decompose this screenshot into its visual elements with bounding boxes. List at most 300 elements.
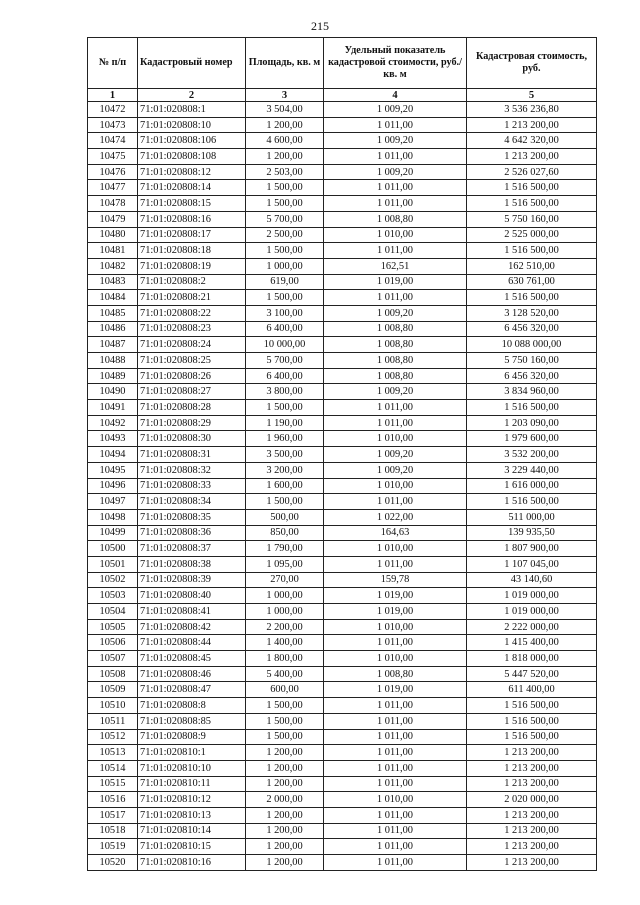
- cell-cadastral-cost: 3 834 960,00: [467, 384, 597, 400]
- cell-specific-value: 1 011,00: [324, 180, 467, 196]
- cadastral-value-table: [87, 37, 597, 871]
- cell-cadastral-number: 71:01:020808:40: [138, 588, 246, 604]
- table-row: [88, 604, 597, 620]
- cell-row-number: 10472: [88, 102, 138, 118]
- cell-specific-value: 1 008,80: [324, 368, 467, 384]
- cell-area: 1 500,00: [246, 180, 324, 196]
- cell-cadastral-cost: 1 213 200,00: [467, 839, 597, 855]
- cell-row-number: 10508: [88, 666, 138, 682]
- cell-row-number: 10481: [88, 243, 138, 259]
- cell-row-number: 10479: [88, 211, 138, 227]
- table-row: [88, 368, 597, 384]
- cell-specific-value: 1 010,00: [324, 651, 467, 667]
- cell-area: 5 400,00: [246, 666, 324, 682]
- cell-area: 1 960,00: [246, 431, 324, 447]
- cell-specific-value: 1 008,80: [324, 666, 467, 682]
- table-row: [88, 258, 597, 274]
- header-row-number: № п/п: [88, 38, 138, 89]
- cell-area: 1 000,00: [246, 258, 324, 274]
- table-row: [88, 494, 597, 510]
- table-row: [88, 588, 597, 604]
- cell-cadastral-cost: 1 203 090,00: [467, 415, 597, 431]
- table-row: [88, 572, 597, 588]
- cell-specific-value: 1 011,00: [324, 807, 467, 823]
- cell-area: 2 500,00: [246, 227, 324, 243]
- cell-cadastral-cost: 1 019 000,00: [467, 604, 597, 620]
- cell-specific-value: 1 022,00: [324, 509, 467, 525]
- cell-area: 1 200,00: [246, 839, 324, 855]
- cell-row-number: 10503: [88, 588, 138, 604]
- cell-specific-value: 1 008,80: [324, 337, 467, 353]
- cell-cadastral-cost: 1 516 500,00: [467, 713, 597, 729]
- cell-row-number: 10486: [88, 321, 138, 337]
- cell-row-number: 10520: [88, 855, 138, 871]
- cell-cadastral-number: 71:01:020810:1: [138, 745, 246, 761]
- cell-specific-value: 1 010,00: [324, 227, 467, 243]
- cell-row-number: 10507: [88, 651, 138, 667]
- column-number: 4: [324, 89, 467, 102]
- cell-cadastral-cost: 1 213 200,00: [467, 117, 597, 133]
- cell-specific-value: 1 009,20: [324, 305, 467, 321]
- cell-specific-value: 1 011,00: [324, 400, 467, 416]
- cell-area: 1 190,00: [246, 415, 324, 431]
- cell-cadastral-cost: 1 516 500,00: [467, 494, 597, 510]
- header-cadastral-number: Кадастровый номер: [138, 38, 246, 89]
- cell-cadastral-number: 71:01:020810:14: [138, 823, 246, 839]
- cell-cadastral-number: 71:01:020808:22: [138, 305, 246, 321]
- cell-area: 10 000,00: [246, 337, 324, 353]
- cell-specific-value: 1 019,00: [324, 682, 467, 698]
- table-row: [88, 400, 597, 416]
- cell-specific-value: 1 019,00: [324, 274, 467, 290]
- cell-row-number: 10473: [88, 117, 138, 133]
- table-row: [88, 855, 597, 871]
- cell-cadastral-cost: 511 000,00: [467, 509, 597, 525]
- table-row: [88, 713, 597, 729]
- cell-area: 1 800,00: [246, 651, 324, 667]
- cell-area: 1 500,00: [246, 196, 324, 212]
- cell-cadastral-cost: 1 213 200,00: [467, 823, 597, 839]
- cell-cadastral-number: 71:01:020810:15: [138, 839, 246, 855]
- cell-specific-value: 1 009,20: [324, 102, 467, 118]
- cell-area: 1 200,00: [246, 855, 324, 871]
- cell-cadastral-number: 71:01:020808:26: [138, 368, 246, 384]
- cell-cadastral-number: 71:01:020808:33: [138, 478, 246, 494]
- cell-area: 1 200,00: [246, 149, 324, 165]
- cell-area: 619,00: [246, 274, 324, 290]
- cell-cadastral-cost: 611 400,00: [467, 682, 597, 698]
- cell-cadastral-cost: 1 213 200,00: [467, 855, 597, 871]
- cell-cadastral-cost: 1 516 500,00: [467, 729, 597, 745]
- cell-cadastral-cost: 2 020 000,00: [467, 792, 597, 808]
- cell-cadastral-number: 71:01:020808:31: [138, 447, 246, 463]
- cell-area: 1 200,00: [246, 776, 324, 792]
- cell-cadastral-number: 71:01:020808:14: [138, 180, 246, 196]
- table-row: [88, 525, 597, 541]
- cell-area: 3 504,00: [246, 102, 324, 118]
- cell-cadastral-cost: 1 516 500,00: [467, 698, 597, 714]
- header-specific-value: Удельный показатель кадастровой стоимости, руб./кв. м: [324, 38, 467, 89]
- cell-cadastral-cost: 3 536 236,80: [467, 102, 597, 118]
- cell-cadastral-cost: 1 616 000,00: [467, 478, 597, 494]
- header-area: Площадь, кв. м: [246, 38, 324, 89]
- cell-cadastral-cost: 630 761,00: [467, 274, 597, 290]
- cell-area: 6 400,00: [246, 368, 324, 384]
- table-row: [88, 164, 597, 180]
- table-row: [88, 227, 597, 243]
- cell-area: 1 500,00: [246, 243, 324, 259]
- cell-cadastral-cost: 1 107 045,00: [467, 556, 597, 572]
- table-row: [88, 792, 597, 808]
- cell-area: 3 500,00: [246, 447, 324, 463]
- cell-row-number: 10515: [88, 776, 138, 792]
- cell-cadastral-number: 71:01:020808:16: [138, 211, 246, 227]
- table-row: [88, 211, 597, 227]
- cell-row-number: 10504: [88, 604, 138, 620]
- cell-specific-value: 1 011,00: [324, 713, 467, 729]
- cell-cadastral-cost: 162 510,00: [467, 258, 597, 274]
- cell-cadastral-number: 71:01:020808:37: [138, 541, 246, 557]
- cell-cadastral-cost: 1 213 200,00: [467, 807, 597, 823]
- table-row: [88, 321, 597, 337]
- cell-specific-value: 1 011,00: [324, 855, 467, 871]
- cell-specific-value: 1 011,00: [324, 494, 467, 510]
- table-row: [88, 729, 597, 745]
- header-row: [88, 38, 597, 89]
- cell-cadastral-number: 71:01:020808:36: [138, 525, 246, 541]
- cell-specific-value: 1 011,00: [324, 823, 467, 839]
- cell-specific-value: 1 011,00: [324, 760, 467, 776]
- cell-cadastral-cost: 1 516 500,00: [467, 180, 597, 196]
- cell-cadastral-number: 71:01:020810:11: [138, 776, 246, 792]
- column-number: 5: [467, 89, 597, 102]
- table-row: [88, 698, 597, 714]
- cell-specific-value: 1 010,00: [324, 619, 467, 635]
- cell-cadastral-number: 71:01:020810:13: [138, 807, 246, 823]
- cell-cadastral-cost: 1 979 600,00: [467, 431, 597, 447]
- table-row: [88, 462, 597, 478]
- cell-row-number: 10476: [88, 164, 138, 180]
- table-row: [88, 807, 597, 823]
- cell-specific-value: 1 008,80: [324, 211, 467, 227]
- cell-cadastral-number: 71:01:020808:12: [138, 164, 246, 180]
- cell-specific-value: 1 011,00: [324, 698, 467, 714]
- cell-specific-value: 1 011,00: [324, 556, 467, 572]
- table-row: [88, 431, 597, 447]
- cell-cadastral-cost: 1 818 000,00: [467, 651, 597, 667]
- cell-cadastral-cost: 1 415 400,00: [467, 635, 597, 651]
- table-row: [88, 243, 597, 259]
- cell-cadastral-number: 71:01:020810:12: [138, 792, 246, 808]
- cell-specific-value: 159,78: [324, 572, 467, 588]
- cell-cadastral-number: 71:01:020808:17: [138, 227, 246, 243]
- cell-specific-value: 1 011,00: [324, 415, 467, 431]
- cell-area: 1 500,00: [246, 290, 324, 306]
- cell-row-number: 10511: [88, 713, 138, 729]
- cell-specific-value: 1 011,00: [324, 243, 467, 259]
- cell-area: 3 100,00: [246, 305, 324, 321]
- cell-area: 1 500,00: [246, 729, 324, 745]
- column-number: 3: [246, 89, 324, 102]
- cell-area: 270,00: [246, 572, 324, 588]
- cell-row-number: 10517: [88, 807, 138, 823]
- cell-cadastral-number: 71:01:020808:42: [138, 619, 246, 635]
- cell-specific-value: 1 019,00: [324, 588, 467, 604]
- cell-cadastral-number: 71:01:020808:46: [138, 666, 246, 682]
- cell-specific-value: 162,51: [324, 258, 467, 274]
- cell-cadastral-number: 71:01:020808:27: [138, 384, 246, 400]
- cell-cadastral-number: 71:01:020810:16: [138, 855, 246, 871]
- table-row: [88, 776, 597, 792]
- cell-cadastral-cost: 1 213 200,00: [467, 760, 597, 776]
- page-number: 215: [311, 19, 329, 33]
- cell-cadastral-number: 71:01:020808:21: [138, 290, 246, 306]
- cell-cadastral-number: 71:01:020808:39: [138, 572, 246, 588]
- cell-cadastral-cost: 2 222 000,00: [467, 619, 597, 635]
- cell-row-number: 10514: [88, 760, 138, 776]
- table-row: [88, 337, 597, 353]
- cell-area: 1 095,00: [246, 556, 324, 572]
- cell-specific-value: 1 011,00: [324, 776, 467, 792]
- cell-row-number: 10493: [88, 431, 138, 447]
- cell-specific-value: 1 010,00: [324, 792, 467, 808]
- cell-area: 6 400,00: [246, 321, 324, 337]
- cell-cadastral-number: 71:01:020808:32: [138, 462, 246, 478]
- cell-specific-value: 1 009,20: [324, 133, 467, 149]
- cell-cadastral-number: 71:01:020808:28: [138, 400, 246, 416]
- cell-cadastral-cost: 1 213 200,00: [467, 745, 597, 761]
- table-row: [88, 666, 597, 682]
- cell-cadastral-number: 71:01:020808:41: [138, 604, 246, 620]
- cell-cadastral-cost: 1 807 900,00: [467, 541, 597, 557]
- cell-cadastral-number: 71:01:020808:2: [138, 274, 246, 290]
- table-row: [88, 635, 597, 651]
- column-number-row: [88, 89, 597, 102]
- cell-cadastral-number: 71:01:020808:47: [138, 682, 246, 698]
- cell-cadastral-number: 71:01:020808:45: [138, 651, 246, 667]
- cell-cadastral-cost: 139 935,50: [467, 525, 597, 541]
- cell-area: 1 200,00: [246, 760, 324, 776]
- cell-specific-value: 1 009,20: [324, 164, 467, 180]
- table-row: [88, 823, 597, 839]
- cell-area: 2 000,00: [246, 792, 324, 808]
- cell-cadastral-number: 71:01:020808:30: [138, 431, 246, 447]
- cell-cadastral-cost: 43 140,60: [467, 572, 597, 588]
- cell-row-number: 10494: [88, 447, 138, 463]
- table-row: [88, 102, 597, 118]
- cell-cadastral-number: 71:01:020808:1: [138, 102, 246, 118]
- cell-area: 1 200,00: [246, 807, 324, 823]
- cell-cadastral-number: 71:01:020808:19: [138, 258, 246, 274]
- cell-row-number: 10492: [88, 415, 138, 431]
- cell-cadastral-number: 71:01:020808:23: [138, 321, 246, 337]
- cell-area: 2 200,00: [246, 619, 324, 635]
- cell-cadastral-cost: 3 229 440,00: [467, 462, 597, 478]
- cell-cadastral-number: 71:01:020808:29: [138, 415, 246, 431]
- cell-row-number: 10483: [88, 274, 138, 290]
- cell-row-number: 10501: [88, 556, 138, 572]
- cell-area: 3 800,00: [246, 384, 324, 400]
- table-row: [88, 133, 597, 149]
- cell-specific-value: 1 011,00: [324, 117, 467, 133]
- table-row: [88, 117, 597, 133]
- table-row: [88, 447, 597, 463]
- cell-area: 5 700,00: [246, 211, 324, 227]
- cell-area: 500,00: [246, 509, 324, 525]
- cell-cadastral-number: 71:01:020808:108: [138, 149, 246, 165]
- cell-area: 1 790,00: [246, 541, 324, 557]
- cell-specific-value: 1 011,00: [324, 290, 467, 306]
- cell-cadastral-cost: 1 516 500,00: [467, 400, 597, 416]
- cell-specific-value: 1 019,00: [324, 604, 467, 620]
- cell-row-number: 10506: [88, 635, 138, 651]
- cell-cadastral-cost: 1 213 200,00: [467, 149, 597, 165]
- cell-row-number: 10513: [88, 745, 138, 761]
- cell-specific-value: 1 011,00: [324, 745, 467, 761]
- cell-row-number: 10495: [88, 462, 138, 478]
- cell-cadastral-number: 71:01:020808:18: [138, 243, 246, 259]
- cell-row-number: 10477: [88, 180, 138, 196]
- column-number: 2: [138, 89, 246, 102]
- cell-cadastral-cost: 6 456 320,00: [467, 321, 597, 337]
- cell-row-number: 10485: [88, 305, 138, 321]
- table-row: [88, 619, 597, 635]
- cell-specific-value: 1 009,20: [324, 447, 467, 463]
- cell-row-number: 10499: [88, 525, 138, 541]
- cell-row-number: 10516: [88, 792, 138, 808]
- cell-specific-value: 1 010,00: [324, 431, 467, 447]
- cell-cadastral-cost: 10 088 000,00: [467, 337, 597, 353]
- cell-area: 850,00: [246, 525, 324, 541]
- table-row: [88, 149, 597, 165]
- cell-row-number: 10510: [88, 698, 138, 714]
- cell-cadastral-number: 71:01:020808:24: [138, 337, 246, 353]
- table-row: [88, 274, 597, 290]
- cell-row-number: 10502: [88, 572, 138, 588]
- cell-row-number: 10496: [88, 478, 138, 494]
- cell-specific-value: 1 011,00: [324, 196, 467, 212]
- table-row: [88, 839, 597, 855]
- cell-cadastral-cost: 3 532 200,00: [467, 447, 597, 463]
- cell-cadastral-cost: 5 750 160,00: [467, 211, 597, 227]
- table-row: [88, 745, 597, 761]
- cell-cadastral-number: 71:01:020808:15: [138, 196, 246, 212]
- cell-row-number: 10497: [88, 494, 138, 510]
- cell-cadastral-cost: 1 019 000,00: [467, 588, 597, 604]
- cell-row-number: 10475: [88, 149, 138, 165]
- table-row: [88, 760, 597, 776]
- cell-cadastral-number: 71:01:020810:10: [138, 760, 246, 776]
- cell-cadastral-number: 71:01:020808:35: [138, 509, 246, 525]
- cell-cadastral-number: 71:01:020808:44: [138, 635, 246, 651]
- table-row: [88, 682, 597, 698]
- cell-cadastral-cost: 3 128 520,00: [467, 305, 597, 321]
- cell-area: 1 000,00: [246, 604, 324, 620]
- cell-row-number: 10478: [88, 196, 138, 212]
- cell-area: 1 500,00: [246, 698, 324, 714]
- cell-area: 1 200,00: [246, 117, 324, 133]
- cell-cadastral-number: 71:01:020808:38: [138, 556, 246, 572]
- cell-specific-value: 1 011,00: [324, 635, 467, 651]
- cell-specific-value: 1 011,00: [324, 149, 467, 165]
- cell-cadastral-number: 71:01:020808:85: [138, 713, 246, 729]
- cell-specific-value: 1 008,80: [324, 353, 467, 369]
- cell-area: 1 600,00: [246, 478, 324, 494]
- cell-area: 1 500,00: [246, 713, 324, 729]
- cell-cadastral-cost: 1 516 500,00: [467, 290, 597, 306]
- cell-cadastral-number: 71:01:020808:10: [138, 117, 246, 133]
- cell-row-number: 10490: [88, 384, 138, 400]
- table-row: [88, 384, 597, 400]
- cell-specific-value: 1 008,80: [324, 321, 467, 337]
- cell-cadastral-cost: 6 456 320,00: [467, 368, 597, 384]
- cell-row-number: 10489: [88, 368, 138, 384]
- cell-row-number: 10509: [88, 682, 138, 698]
- cell-specific-value: 164,63: [324, 525, 467, 541]
- cell-row-number: 10491: [88, 400, 138, 416]
- header-cadastral-cost: Кадастровая стоимость, руб.: [467, 38, 597, 89]
- cell-cadastral-cost: 4 642 320,00: [467, 133, 597, 149]
- cell-cadastral-cost: 1 213 200,00: [467, 776, 597, 792]
- cell-specific-value: 1 011,00: [324, 839, 467, 855]
- table-row: [88, 556, 597, 572]
- cell-row-number: 10474: [88, 133, 138, 149]
- cell-area: 2 503,00: [246, 164, 324, 180]
- cell-row-number: 10512: [88, 729, 138, 745]
- table-row: [88, 196, 597, 212]
- cell-specific-value: 1 009,20: [324, 462, 467, 478]
- cell-row-number: 10505: [88, 619, 138, 635]
- cell-area: 1 200,00: [246, 823, 324, 839]
- cell-row-number: 10488: [88, 353, 138, 369]
- table-row: [88, 478, 597, 494]
- cell-row-number: 10487: [88, 337, 138, 353]
- cell-cadastral-number: 71:01:020808:106: [138, 133, 246, 149]
- table-row: [88, 305, 597, 321]
- cell-specific-value: 1 010,00: [324, 541, 467, 557]
- cell-cadastral-cost: 5 750 160,00: [467, 353, 597, 369]
- cell-cadastral-number: 71:01:020808:25: [138, 353, 246, 369]
- cell-row-number: 10484: [88, 290, 138, 306]
- cell-row-number: 10480: [88, 227, 138, 243]
- cell-row-number: 10482: [88, 258, 138, 274]
- column-number: 1: [88, 89, 138, 102]
- cell-row-number: 10498: [88, 509, 138, 525]
- table-row: [88, 290, 597, 306]
- cell-area: 5 700,00: [246, 353, 324, 369]
- cell-row-number: 10519: [88, 839, 138, 855]
- cell-cadastral-number: 71:01:020808:9: [138, 729, 246, 745]
- cell-area: 4 600,00: [246, 133, 324, 149]
- cell-specific-value: 1 009,20: [324, 384, 467, 400]
- table-row: [88, 509, 597, 525]
- cell-cadastral-cost: 5 447 520,00: [467, 666, 597, 682]
- cell-area: 1 200,00: [246, 745, 324, 761]
- cell-area: 1 000,00: [246, 588, 324, 604]
- table-body: [88, 102, 597, 871]
- cell-specific-value: 1 011,00: [324, 729, 467, 745]
- table-row: [88, 651, 597, 667]
- cell-row-number: 10518: [88, 823, 138, 839]
- table-row: [88, 415, 597, 431]
- cell-cadastral-cost: 1 516 500,00: [467, 243, 597, 259]
- cell-cadastral-cost: 2 526 027,60: [467, 164, 597, 180]
- cell-cadastral-number: 71:01:020808:34: [138, 494, 246, 510]
- cell-specific-value: 1 010,00: [324, 478, 467, 494]
- cell-area: 1 500,00: [246, 400, 324, 416]
- cell-area: 3 200,00: [246, 462, 324, 478]
- cell-cadastral-number: 71:01:020808:8: [138, 698, 246, 714]
